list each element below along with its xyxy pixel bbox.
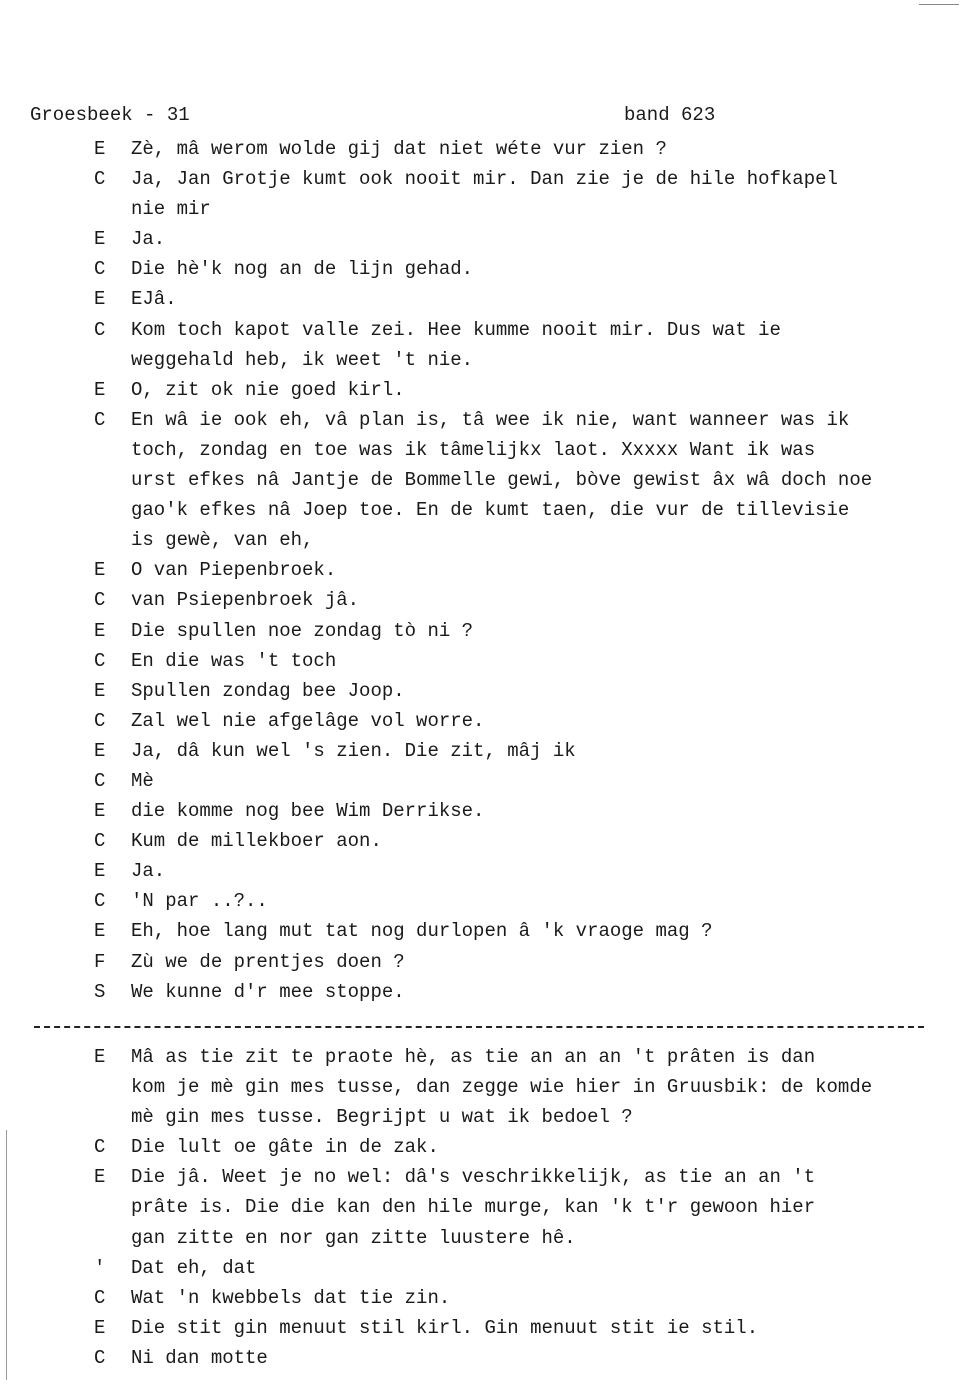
- speaker-label: C: [94, 168, 106, 191]
- line-text: O van Piepenbroek.: [131, 559, 337, 582]
- transcript-line: [0, 1132, 973, 1162]
- transcript-line: [0, 1313, 973, 1343]
- line-text: Die stit gin menuut stil kirl. Gin menuut stit ie stil.: [131, 1316, 759, 1339]
- speaker-label: C: [94, 258, 106, 281]
- speaker-label: E: [94, 378, 106, 401]
- speaker-label: F: [94, 950, 106, 973]
- transcript-line: [0, 1223, 973, 1253]
- speaker-label: E: [94, 1046, 106, 1068]
- transcript-line: [0, 525, 973, 555]
- speaker-label: E: [94, 920, 106, 943]
- line-text: Ja, Jan Grotje kumt ook nooit mir. Dan zie je de hile hofkapel: [131, 168, 838, 191]
- transcript-block-2: [0, 1042, 973, 1373]
- line-text: kom je mè gin mes tusse, dan zegge wie hier in Gruusbik: de komde: [131, 1076, 873, 1099]
- speaker-label: C: [94, 890, 106, 913]
- transcript-line: [0, 796, 973, 826]
- band-number: band 623: [624, 104, 716, 126]
- line-text: Kom toch kapot valle zei. Hee kumme nooit mir. Dus wat ie: [131, 318, 781, 341]
- line-text: Spullen zondag bee Joop.: [131, 679, 405, 702]
- line-text: van Psiepenbroek jâ.: [131, 589, 360, 612]
- line-text: Die lult oe gâte in de zak.: [131, 1136, 439, 1159]
- transcript-line: [0, 405, 973, 435]
- transcript-line: [0, 375, 973, 405]
- speaker-label: E: [94, 228, 106, 251]
- line-text: mè gin mes tusse. Begrijpt u wat ik bedoel ?: [131, 1106, 633, 1129]
- transcript-block-1: [0, 134, 973, 1007]
- transcript-line: [0, 164, 973, 194]
- line-text: Mâ as tie zit te praote hè, as tie an an an 't prâten is dan: [131, 1046, 816, 1068]
- transcript-line: [0, 1162, 973, 1192]
- line-text: Wat 'n kwebbels dat tie zin.: [131, 1286, 451, 1309]
- line-text: Dat eh, dat: [131, 1256, 257, 1279]
- line-text: Ja.: [131, 228, 166, 251]
- line-text: prâte is. Die die kan den hile murge, kan 'k t'r gewoon hier: [131, 1196, 816, 1219]
- line-text: Die jâ. Weet je no wel: dâ's veschrikkelijk, as tie an an 't: [131, 1166, 816, 1189]
- speaker-label: ': [94, 1256, 106, 1279]
- speaker-label: E: [94, 138, 106, 160]
- page-header: [30, 104, 943, 132]
- line-text: nie mir: [131, 198, 211, 221]
- transcript-line: [0, 284, 973, 314]
- speaker-label: C: [94, 318, 106, 341]
- transcript-line: [0, 194, 973, 224]
- speaker-label: E: [94, 679, 106, 702]
- transcript-line: [0, 706, 973, 736]
- line-text: gao'k efkes nâ Joep toe. En de kumt taen, die vur de tillevisie: [131, 499, 850, 522]
- line-text: Zal wel nie afgelâge vol worre.: [131, 709, 485, 732]
- speaker-label: C: [94, 589, 106, 612]
- line-text: toch, zondag en toe was ik tâmelijkx laot. Xxxxx Want ik was: [131, 438, 816, 461]
- speaker-label: E: [94, 1316, 106, 1339]
- speaker-label: E: [94, 559, 106, 582]
- line-text: is gewè, van eh,: [131, 529, 314, 552]
- line-text: O, zit ok nie goed kirl.: [131, 378, 405, 401]
- transcript-line: [0, 465, 973, 495]
- speaker-label: C: [94, 649, 106, 672]
- transcript-line: [0, 977, 973, 1007]
- transcript-line: [0, 766, 973, 796]
- line-text: Mè: [131, 769, 154, 792]
- speaker-label: C: [94, 1286, 106, 1309]
- transcript-line: [0, 616, 973, 646]
- transcript-line: [0, 676, 973, 706]
- line-text: Zù we de prentjes doen ?: [131, 950, 405, 973]
- line-text: En die was 't toch: [131, 649, 337, 672]
- speaker-label: C: [94, 709, 106, 732]
- line-text: Zè, mâ werom wolde gij dat niet wéte vur zien ?: [131, 138, 667, 160]
- speaker-label: E: [94, 619, 106, 642]
- speaker-label: E: [94, 288, 106, 311]
- page-title: Groesbeek - 31: [30, 104, 190, 126]
- line-text: die komme nog bee Wim Derrikse.: [131, 800, 485, 823]
- speaker-label: E: [94, 800, 106, 823]
- corner-rule: [919, 4, 959, 5]
- speaker-label: C: [94, 1346, 106, 1369]
- line-text: En wâ ie ook eh, vâ plan is, tâ wee ik nie, want wanneer was ik: [131, 408, 850, 431]
- speaker-label: C: [94, 830, 106, 853]
- transcript-line: [0, 826, 973, 856]
- transcript-line: [0, 585, 973, 615]
- transcript-line: [0, 1253, 973, 1283]
- transcript-line: [0, 1343, 973, 1373]
- transcript-line: [0, 1042, 973, 1072]
- line-text: Die spullen noe zondag tò ni ?: [131, 619, 474, 642]
- line-text: Eh, hoe lang mut tat nog durlopen â 'k vraoge mag ?: [131, 920, 713, 943]
- section-divider: [34, 1026, 924, 1028]
- transcript-line: [0, 134, 973, 164]
- speaker-label: C: [94, 1136, 106, 1159]
- transcript-line: [0, 736, 973, 766]
- transcript-line: [0, 345, 973, 375]
- transcript-line: [0, 1283, 973, 1313]
- speaker-label: E: [94, 1166, 106, 1189]
- speaker-label: S: [94, 980, 106, 1003]
- transcript-line: [0, 646, 973, 676]
- line-text: Die hè'k nog an de lijn gehad.: [131, 258, 474, 281]
- line-text: Ni dan motte: [131, 1346, 268, 1369]
- speaker-label: C: [94, 408, 106, 431]
- transcript-line: [0, 224, 973, 254]
- transcript-line: [0, 947, 973, 977]
- transcript-line: [0, 555, 973, 585]
- line-text: Ja, dâ kun wel 's zien. Die zit, mâj ik: [131, 739, 576, 762]
- line-text: weggehald heb, ik weet 't nie.: [131, 348, 474, 371]
- line-text: We kunne d'r mee stoppe.: [131, 980, 405, 1003]
- line-text: gan zitte en nor gan zitte luustere hê.: [131, 1226, 576, 1249]
- line-text: 'N par ..?..: [131, 890, 268, 913]
- speaker-label: E: [94, 860, 106, 883]
- transcript-line: [0, 916, 973, 946]
- speaker-label: E: [94, 739, 106, 762]
- speaker-label: C: [94, 769, 106, 792]
- transcript-line: [0, 1072, 973, 1102]
- transcript-line: [0, 435, 973, 465]
- line-text: Kum de millekboer aon.: [131, 830, 382, 853]
- line-text: urst efkes nâ Jantje de Bommelle gewi, bòve gewist âx wâ doch noe: [131, 469, 873, 492]
- transcript-line: [0, 1102, 973, 1132]
- transcript-line: [0, 856, 973, 886]
- margin-rule: [6, 1130, 7, 1380]
- transcript-line: [0, 886, 973, 916]
- transcript-line: [0, 495, 973, 525]
- line-text: EJâ.: [131, 288, 177, 311]
- transcript-line: [0, 254, 973, 284]
- transcript-line: [0, 1192, 973, 1222]
- transcript-line: [0, 315, 973, 345]
- line-text: Ja.: [131, 860, 166, 883]
